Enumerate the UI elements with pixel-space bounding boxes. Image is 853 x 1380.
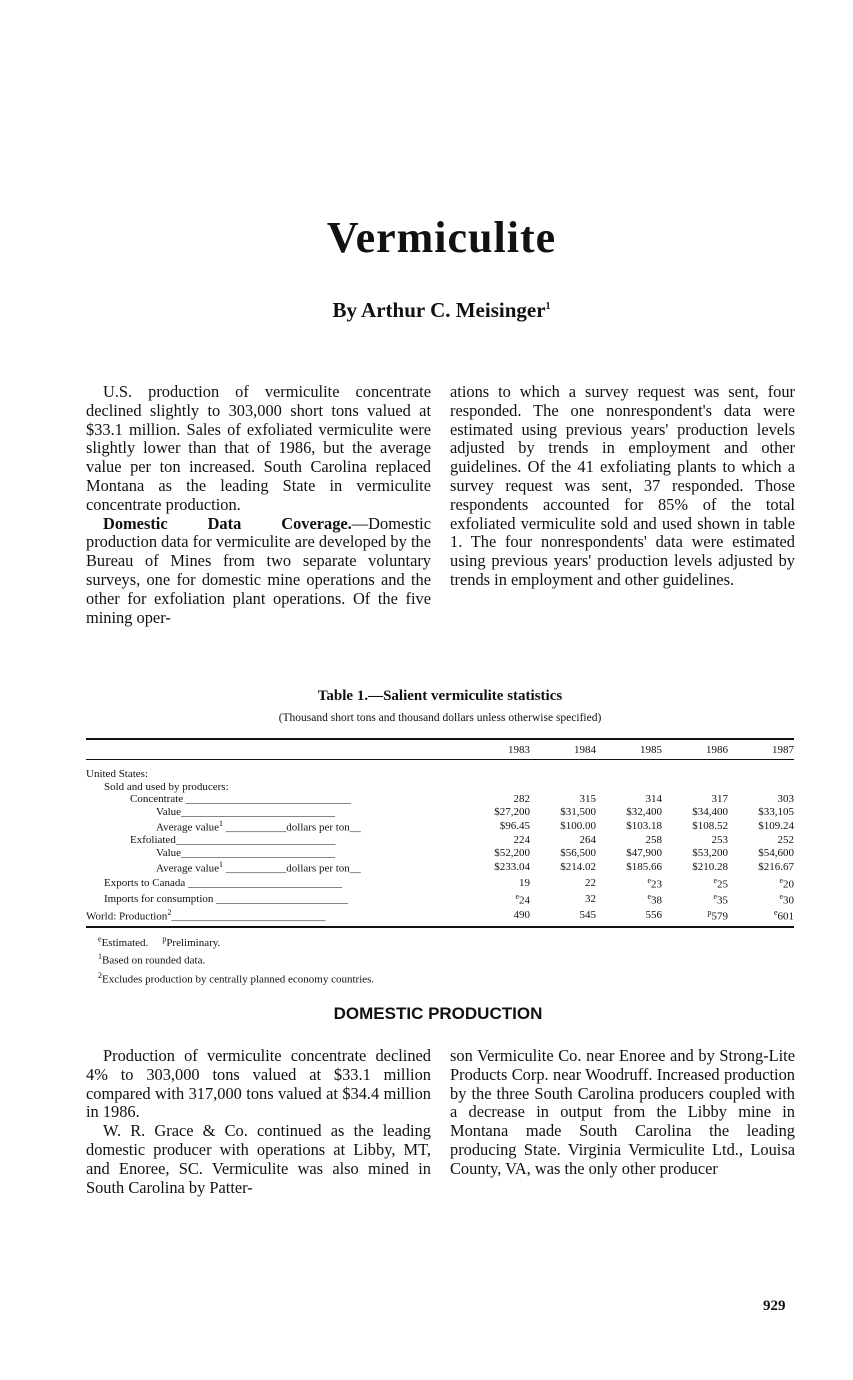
value-cell (464, 907, 530, 927)
value-text: 556 (645, 908, 662, 921)
row-label-text: Concentrate ______________________________ (130, 793, 351, 806)
value-text: $109.24 (758, 819, 794, 832)
value-text: $216.67 (758, 860, 794, 873)
footnote-mark: 2 (98, 970, 102, 980)
value-mark: e (647, 892, 651, 902)
row-label (86, 891, 464, 907)
value-cell (464, 847, 530, 859)
value-text: 20 (783, 878, 794, 891)
value-text: $56,500 (560, 846, 596, 859)
footnote-text: Estimated. (101, 936, 149, 949)
value-cell (464, 875, 530, 891)
salient-statistics-table (86, 738, 794, 928)
footnote (162, 934, 221, 949)
value-text: 258 (645, 834, 662, 847)
table-row (86, 781, 794, 793)
footnote-text: Preliminary. (166, 936, 221, 949)
row-label (86, 875, 464, 891)
byline-footnote-mark: 1 (545, 301, 551, 312)
value-cell (728, 859, 794, 875)
value-cell (728, 760, 794, 781)
footnote-mark: 1 (219, 819, 224, 829)
footnote-mark: 1 (98, 952, 102, 962)
value-text: $210.28 (692, 860, 728, 873)
value-cell (728, 806, 794, 818)
row-label-text: Imports for consumption ________________________ (104, 892, 349, 905)
page-number: 929 (763, 1298, 786, 1314)
value-text: $53,200 (692, 846, 728, 859)
value-text: $47,900 (626, 846, 662, 859)
intro-paragraph-2 (86, 515, 431, 628)
row-label (86, 793, 464, 805)
value-cell (728, 907, 794, 927)
production-column-left (86, 1047, 431, 1197)
table-header-row (86, 739, 794, 760)
value-mark: e (515, 892, 519, 902)
value-text: 545 (579, 908, 596, 921)
value-cell (530, 875, 596, 891)
value-text: $52,200 (494, 846, 530, 859)
footnote-text: Excludes production by centrally planned economy countries. (102, 973, 375, 986)
year-header: 1984 (530, 739, 596, 760)
value-cell (662, 834, 728, 846)
value-text: 24 (519, 894, 530, 907)
row-unit: ___________dollars per ton__ (223, 862, 361, 875)
value-cell (728, 781, 794, 793)
year-header: 1986 (662, 739, 728, 760)
value-cell (530, 834, 596, 846)
table-row (86, 859, 794, 875)
table-row (86, 760, 794, 781)
value-cell (596, 907, 662, 927)
value-cell (530, 847, 596, 859)
value-cell (728, 818, 794, 834)
row-label-text: Value____________________________ (156, 805, 336, 818)
value-cell (530, 781, 596, 793)
value-cell (464, 834, 530, 846)
row-label (86, 907, 464, 927)
row-label (86, 781, 464, 793)
value-text: $103.18 (626, 819, 662, 832)
table-row (86, 818, 794, 834)
value-text: 35 (717, 894, 728, 907)
value-cell (728, 875, 794, 891)
row-label-text: Value____________________________ (156, 846, 336, 859)
footnote (98, 934, 149, 949)
row-label-text: Average value (156, 862, 220, 875)
row-label (86, 818, 464, 834)
value-text: 30 (783, 894, 794, 907)
row-label-text: World: Production (86, 910, 168, 923)
value-mark: e (779, 892, 783, 902)
production-paragraph-1: Production of vermiculite concentrate declined 4% to 303,000 tons valued at $33.1 million compared with 317,000 tons valued at $34.4 million in 1986. (86, 1046, 431, 1122)
value-cell (596, 818, 662, 834)
value-text: 579 (711, 910, 728, 923)
value-cell (596, 806, 662, 818)
value-cell (728, 891, 794, 907)
row-label (86, 834, 464, 846)
value-text: 282 (513, 793, 530, 806)
value-text: $214.02 (560, 860, 596, 873)
row-label (86, 760, 464, 781)
row-label-text: United States: (86, 768, 149, 781)
value-cell (530, 793, 596, 805)
value-text: 315 (579, 793, 596, 806)
footnote-text: Based on rounded data. (102, 954, 206, 967)
value-cell (530, 806, 596, 818)
value-text: 253 (711, 834, 728, 847)
value-text: $34,400 (692, 805, 728, 818)
data-coverage-heading: Domestic Data Coverage. (103, 513, 352, 533)
table-row (86, 875, 794, 891)
value-text: 25 (717, 878, 728, 891)
value-cell (464, 760, 530, 781)
footnote-line (98, 932, 374, 950)
row-label (86, 806, 464, 818)
footnote (98, 950, 374, 968)
value-mark: e (647, 875, 651, 885)
table-row (86, 793, 794, 805)
value-mark: e (773, 908, 778, 918)
table-row (86, 891, 794, 907)
value-cell (464, 891, 530, 907)
value-cell (596, 847, 662, 859)
header-label-cell (86, 739, 464, 760)
year-header: 1987 (728, 739, 794, 760)
table-footnotes (98, 932, 374, 987)
value-text: 224 (513, 834, 530, 847)
value-text: 38 (651, 894, 662, 907)
value-text: 23 (651, 878, 662, 891)
row-label-text: Sold and used by producers: (104, 780, 229, 793)
value-cell (662, 875, 728, 891)
table-caption: Table 1.—Salient vermiculite statistics (317, 688, 563, 704)
value-cell (464, 806, 530, 818)
value-text: 317 (711, 793, 728, 806)
byline (0, 298, 853, 323)
value-text: $32,400 (626, 805, 662, 818)
value-text: 314 (645, 793, 662, 806)
value-cell (662, 907, 728, 927)
production-column-right (450, 1047, 795, 1179)
row-label-text: Exfoliated_____________________________ (130, 834, 336, 847)
value-cell (596, 859, 662, 875)
value-cell (662, 760, 728, 781)
intro-column-left (86, 383, 431, 627)
footnote-mark: e (98, 934, 102, 943)
table-row (86, 847, 794, 859)
value-cell (530, 760, 596, 781)
author-name: By Arthur C. Meisinger (332, 298, 546, 322)
value-cell (596, 834, 662, 846)
value-text: $31,500 (560, 805, 596, 818)
value-cell (596, 760, 662, 781)
footnote-mark: p (162, 934, 167, 943)
value-cell (596, 875, 662, 891)
value-cell (464, 781, 530, 793)
value-cell (662, 806, 728, 818)
table-row (86, 907, 794, 927)
table-row (86, 834, 794, 846)
row-unit: ____________________________ (171, 910, 326, 923)
value-cell (662, 793, 728, 805)
intro-paragraph-1: U.S. production of vermiculite concentrate declined slightly to 303,000 short tons valued at $33.1 million. Sales of exfoliated vermiculite were slightly lower than that of 1986, but the average value per ton increased. South Carolina replaced Montana as the leading State in vermiculite concentrate production. (86, 382, 431, 514)
value-text: 264 (579, 834, 596, 847)
footnote-mark: 2 (167, 908, 172, 918)
value-cell (530, 907, 596, 927)
value-cell (464, 818, 530, 834)
value-cell (530, 891, 596, 907)
year-header: 1983 (464, 739, 530, 760)
value-cell (728, 793, 794, 805)
value-cell (728, 847, 794, 859)
value-text: $27,200 (494, 805, 530, 818)
value-text: $185.66 (626, 860, 662, 873)
value-cell (530, 818, 596, 834)
section-heading: DOMESTIC PRODUCTION (333, 1004, 543, 1023)
row-label (86, 847, 464, 859)
value-cell (662, 781, 728, 793)
row-label (86, 859, 464, 875)
intro-column-right (450, 383, 795, 590)
value-cell (596, 891, 662, 907)
value-cell (464, 793, 530, 805)
value-text: $33,105 (758, 805, 794, 818)
value-text: $233.04 (494, 860, 530, 873)
value-cell (596, 781, 662, 793)
value-text: 22 (585, 876, 596, 889)
value-cell (464, 859, 530, 875)
production-paragraph-3: son Vermiculite Co. near Enoree and by Strong-Lite Products Corp. near Woodruff. Increased production by the three South Carolina producers coupled with a decrease in output from the Libby mine in Montana made South Carolina the leading producing State. Virginia Vermiculite Ltd., Louisa County, VA, was the only other producer (450, 1046, 795, 1178)
value-text: $100.00 (560, 819, 596, 832)
value-text: $96.45 (499, 819, 530, 832)
table-subcaption: (Thousand short tons and thousand dollars unless otherwise specified) (278, 712, 602, 724)
value-cell (662, 818, 728, 834)
row-unit: ___________dollars per ton__ (223, 821, 361, 834)
value-text: 490 (513, 908, 530, 921)
value-text: 303 (777, 793, 794, 806)
value-mark: p (707, 908, 712, 918)
value-text: 252 (777, 834, 794, 847)
value-mark: e (713, 892, 717, 902)
value-cell (596, 793, 662, 805)
footnote (98, 969, 374, 987)
footnote-mark: 1 (219, 859, 224, 869)
value-cell (662, 847, 728, 859)
value-cell (662, 891, 728, 907)
table-row (86, 806, 794, 818)
value-cell (530, 859, 596, 875)
value-text: $108.52 (692, 819, 728, 832)
production-paragraph-2: W. R. Grace & Co. continued as the leading domestic producer with operations at Libby, MT, and Enoree, SC. Vermiculite was also mined in South Carolina by Patter- (86, 1121, 431, 1197)
value-cell (662, 859, 728, 875)
value-text: 19 (519, 876, 530, 889)
year-header: 1985 (596, 739, 662, 760)
value-cell (728, 834, 794, 846)
data-coverage-text: —Domestic production data for vermiculite are developed by the Bureau of Mines from two separate voluntary surveys, one for domestic mine operations and the other for exfoliation plant operations. Of the five mining oper- (86, 513, 431, 627)
value-mark: e (713, 875, 717, 885)
intro-paragraph-3: ations to which a survey request was sent, four responded. The one nonrespondent's data were estimated using previous years' production levels adjusted by trends in employment and other guidelines. Of the 41 exfoliating plants to which a survey request was sent, 37 responded. Those respondents accounted for 85% of the total exfoliated vermiculite sold and used shown in table 1. The four nonrespondents' data were estimated using previous years' production levels adjusted by trends in employment and other guidelines. (450, 382, 795, 589)
value-text: $54,600 (758, 846, 794, 859)
value-text: 601 (777, 910, 794, 923)
row-label-text: Exports to Canada ____________________________ (104, 876, 343, 889)
row-label-text: Average value (156, 821, 220, 834)
value-text: 32 (585, 892, 596, 905)
page-title: Vermiculite (326, 213, 557, 262)
value-mark: e (779, 875, 783, 885)
